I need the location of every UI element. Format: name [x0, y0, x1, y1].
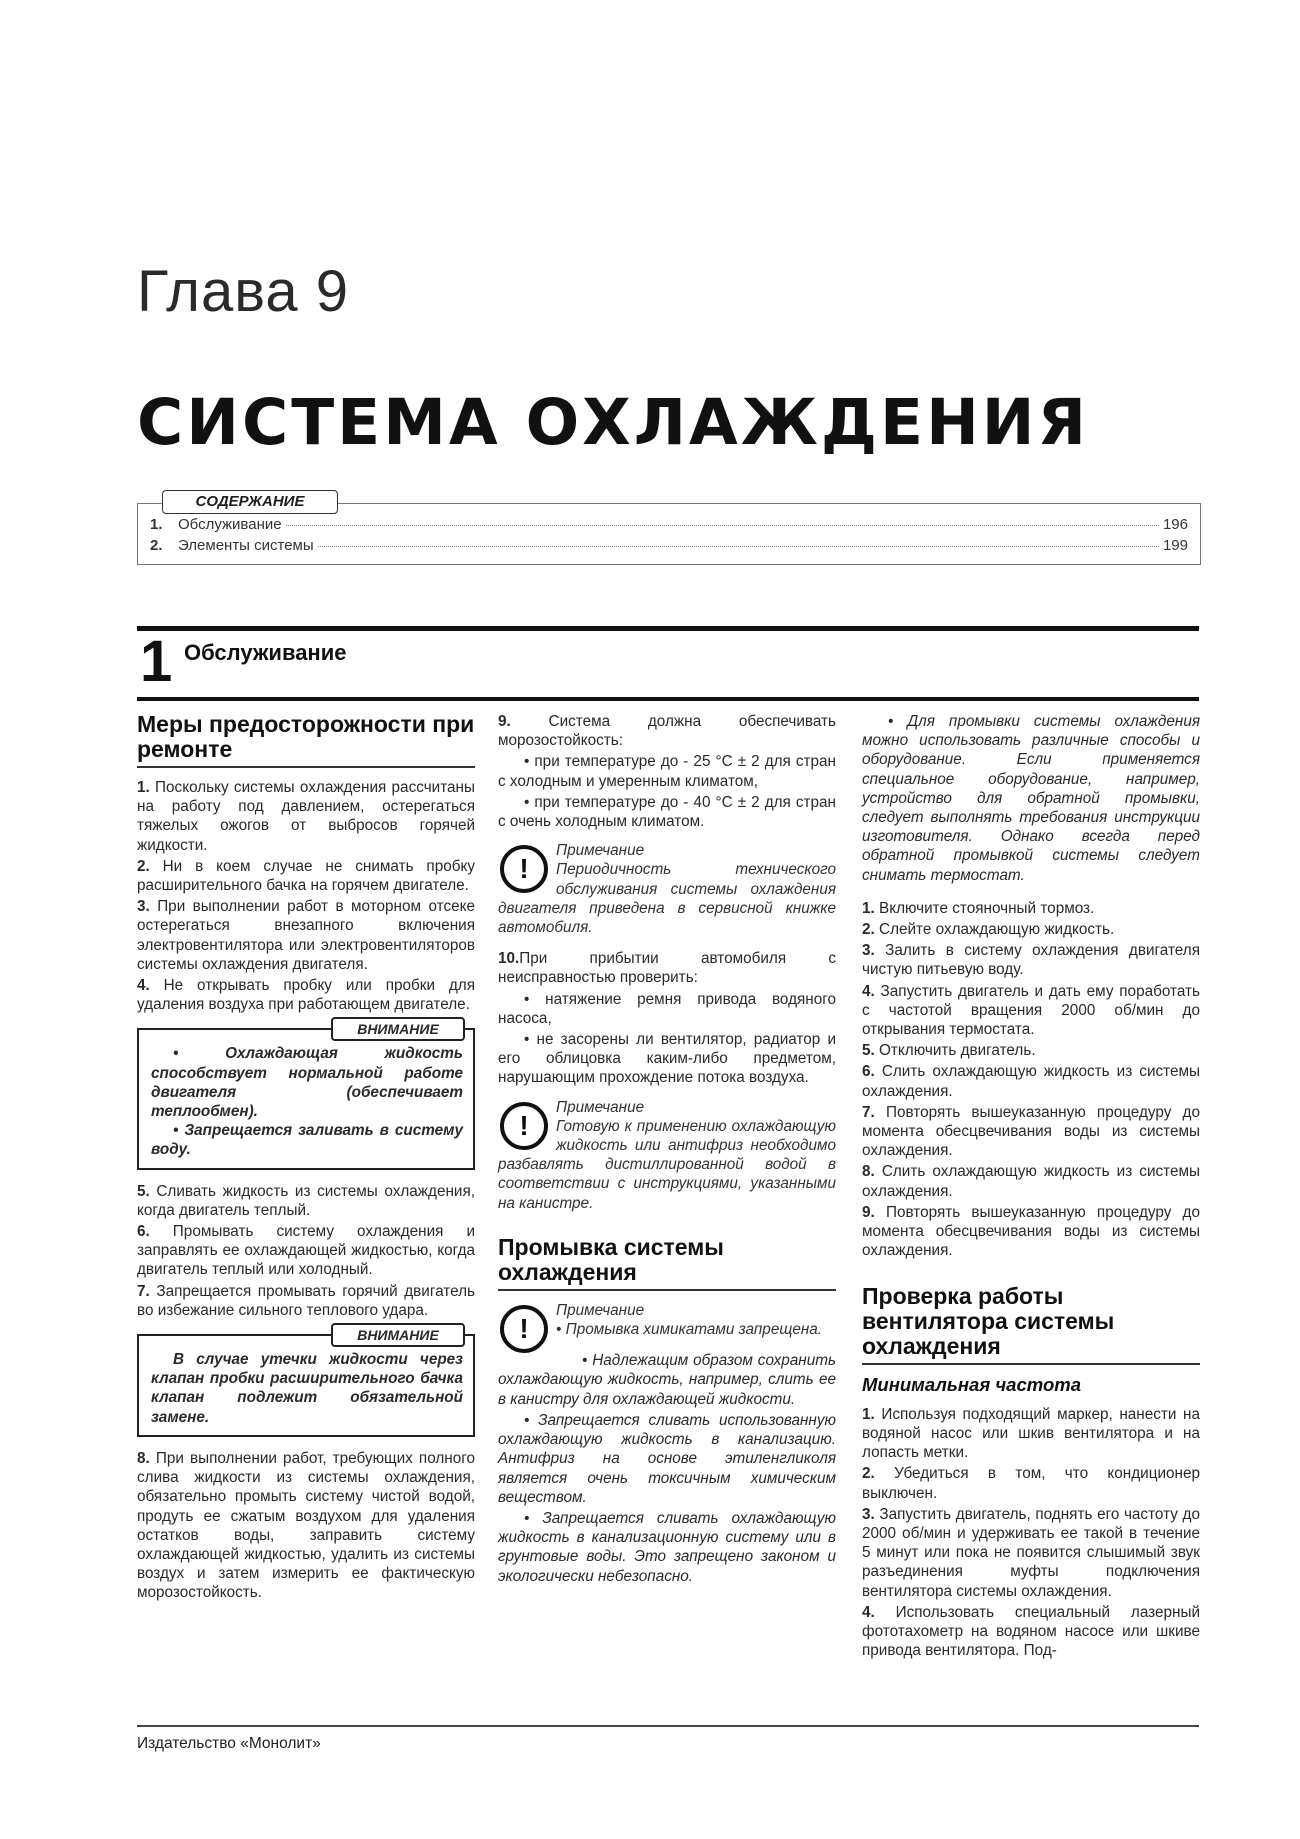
- step: 4. Запустить двигатель и дать ему поработать с частотой вращения 2000 об/мин до открывания термостата.: [862, 982, 1200, 1039]
- toc-item-number: 2.: [150, 537, 163, 554]
- section-title: Обслуживание: [184, 640, 347, 665]
- paragraph: 9. Система должна обеспечивать морозостойкость:: [498, 713, 836, 750]
- paragraph: 8. При выполнении работ, требующих полного слива жидкости из системы охлаждения, обязательно промыть систему чистой водой, продуть ее сжатым воздухом для удаления остатков воды, заправить систему охлаждающей жидкостью, удалить из системы воздух и затем измерить ее фактическую морозостойкость.: [137, 1449, 475, 1602]
- warning-box: [137, 1327, 475, 1437]
- exclamation-icon: !: [500, 1102, 548, 1150]
- publisher: Издательство «Монолит»: [137, 1735, 321, 1752]
- heading-flushing: Промывка системы охлаждения: [498, 1235, 836, 1291]
- step: 1. Включите стояночный тормоз.: [862, 899, 1095, 917]
- section-rule-bottom: [137, 697, 1199, 701]
- paragraph: 1. Поскольку системы охлаждения рассчитаны на работу под давлением, остерегаться тяжелых ожогов от выбросов горячей жидкости.: [137, 779, 475, 854]
- toc-leader: [286, 525, 1159, 526]
- toc-item-page: 196: [1162, 516, 1188, 533]
- toc-leader: [318, 546, 1159, 547]
- note-label: Примечание: [556, 1301, 645, 1319]
- paragraph: 3. При выполнении работ в моторном отсеке остерегаться внезапного включения электровентилятора или электровентиляторов системы охлаждения двигателя.: [137, 898, 475, 973]
- list-item: • Запрещается сливать охлаждающую жидкость в канализационную систему или в грунтовые воды. Это запрещено законом и экологически небезопасно.: [498, 1509, 836, 1585]
- subheading-min-speed: Минимальная частота: [862, 1374, 1081, 1396]
- list-item: • Запрещается сливать использованную охлаждающую жидкость в канализацию. Антифриз на основе этиленгликоля является очень токсичным химическим веществом.: [498, 1411, 836, 1506]
- paragraph: 4. Не открывать пробку или пробки для удаления воздуха при работающем двигателе.: [137, 977, 475, 1014]
- warning-text: • Запрещается заливать в систему воду.: [151, 1122, 463, 1159]
- heading-precautions: Меры предосторожности при ремонте: [137, 712, 475, 768]
- column-middle: [498, 712, 836, 1588]
- toc-item[interactable]: [150, 537, 1188, 555]
- list-item: • Надлежащим образом сохранить охлаждающую жидкость, например, слить ее в канистру для охлаждающей жидкости.: [498, 1352, 836, 1408]
- column-right: [862, 712, 1200, 1662]
- note-label: Примечание: [556, 1098, 645, 1116]
- toc-item-label: Элементы системы: [178, 537, 314, 554]
- step: 4. Использовать специальный лазерный фототахометр на водяном насосе или шкиве привода вентилятора. Под-: [862, 1603, 1200, 1660]
- chapter-label: Глава 9: [137, 259, 350, 324]
- toc-item-page: 199: [1162, 537, 1188, 554]
- list-item: • при температуре до - 25 °С ± 2 для стран с холодным и умеренным климатом,: [498, 753, 836, 790]
- note-box: [498, 1301, 836, 1344]
- warning-box: [137, 1021, 475, 1169]
- step: 3. Залить в систему охлаждения двигателя чистую питьевую воду.: [862, 942, 1200, 979]
- list-item: • натяжение ремня привода водяного насоса,: [498, 990, 836, 1027]
- toc-item-label: Обслуживание: [178, 516, 282, 533]
- list-item: • при температуре до - 40 °С ± 2 для стран с очень холодным климатом.: [498, 793, 836, 831]
- paragraph: 10.При прибытии автомобиля с неисправностью проверить:: [498, 950, 836, 987]
- column-left: [137, 712, 475, 1605]
- step: 7. Повторять вышеуказанную процедуру до момента обесцвечивания воды из системы охлаждения.: [862, 1103, 1200, 1160]
- step: 6. Слить охлаждающую жидкость из системы охлаждения.: [862, 1063, 1200, 1100]
- footer-rule: [137, 1725, 1199, 1727]
- note-text: • Промывка химикатами запрещена.: [556, 1321, 823, 1339]
- note-box: [498, 1098, 836, 1213]
- warning-text: • Охлаждающая жидкость способствует нормальной работе двигателя (обеспечивает теплообмен).: [151, 1045, 463, 1121]
- paragraph: 7. Запрещается промывать горячий двигатель во избежание сильного теплового удара.: [137, 1282, 475, 1319]
- exclamation-icon: !: [500, 845, 548, 893]
- table-of-contents: [137, 493, 1201, 565]
- heading-fan-check: Проверка работы вентилятора системы охлаждения: [862, 1284, 1200, 1365]
- section-rule-top: [137, 626, 1199, 631]
- warning-text: В случае утечки жидкости через клапан пробки расширительного бачка клапан подлежит обязательной замене.: [151, 1351, 463, 1426]
- list-item: • Для промывки системы охлаждения можно использовать различные способы и оборудование. Если применяется специальное оборудование, например, устройство для обратной промывки, следует выполнять требования инструкции изготовителя. Однако всегда перед обратной промывкой системы следует снимать термостат.: [862, 713, 1200, 884]
- chapter-title: СИСТЕМА ОХЛАЖДЕНИЯ: [137, 386, 1090, 459]
- step: 2. Убедиться в том, что кондиционер выключен.: [862, 1465, 1200, 1502]
- step: 9. Повторять вышеуказанную процедуру до момента обесцвечивания воды из системы охлаждения.: [862, 1203, 1200, 1260]
- step: 8. Слить охлаждающую жидкость из системы охлаждения.: [862, 1163, 1200, 1200]
- step: 1. Используя подходящий маркер, нанести на водяной насос или шкив вентилятора и на лопасть метки.: [862, 1405, 1200, 1462]
- exclamation-icon: !: [500, 1305, 548, 1353]
- note-text: Готовую к применению охлаждающую жидкость или антифриз необходимо разбавлять дистиллированной водой в соответствии с инструкциями, указанными на канистре.: [498, 1117, 836, 1212]
- warning-label: ВНИМАНИЕ: [331, 1323, 465, 1347]
- step: 3. Запустить двигатель, поднять его частоту до 2000 об/мин и удерживать ее такой в течение 5 минут или пока не появится слышимый звук разъединения муфты подключения вентилятора системы охлаждения.: [862, 1505, 1200, 1600]
- step: 2. Слейте охлаждающую жидкость.: [862, 921, 1115, 939]
- paragraph: 5. Сливать жидкость из системы охлаждения, когда двигатель теплый.: [137, 1182, 475, 1219]
- section-number: 1: [140, 629, 173, 694]
- note-label: Примечание: [556, 842, 645, 860]
- step: 5. Отключить двигатель.: [862, 1042, 1036, 1060]
- warning-label: ВНИМАНИЕ: [331, 1017, 465, 1041]
- toc-item-number: 1.: [150, 516, 163, 533]
- list-item: • не засорены ли вентилятор, радиатор и его облицовка каким-либо предметом, нарушающим прохождение потока воздуха.: [498, 1031, 836, 1087]
- paragraph: 2. Ни в коем случае не снимать пробку расширительного бачка на горячем двигателе.: [137, 857, 475, 895]
- note-box: [498, 841, 836, 937]
- toc-item[interactable]: [150, 516, 1188, 534]
- note-text: Периодичность технического обслуживания системы охлаждения двигателя приведена в сервисной книжке автомобиля.: [498, 861, 836, 937]
- toc-heading: СОДЕРЖАНИЕ: [162, 490, 338, 514]
- paragraph: 6. Промывать систему охлаждения и заправлять ее охлаждающей жидкостью, когда двигатель теплый или холодный.: [137, 1223, 475, 1279]
